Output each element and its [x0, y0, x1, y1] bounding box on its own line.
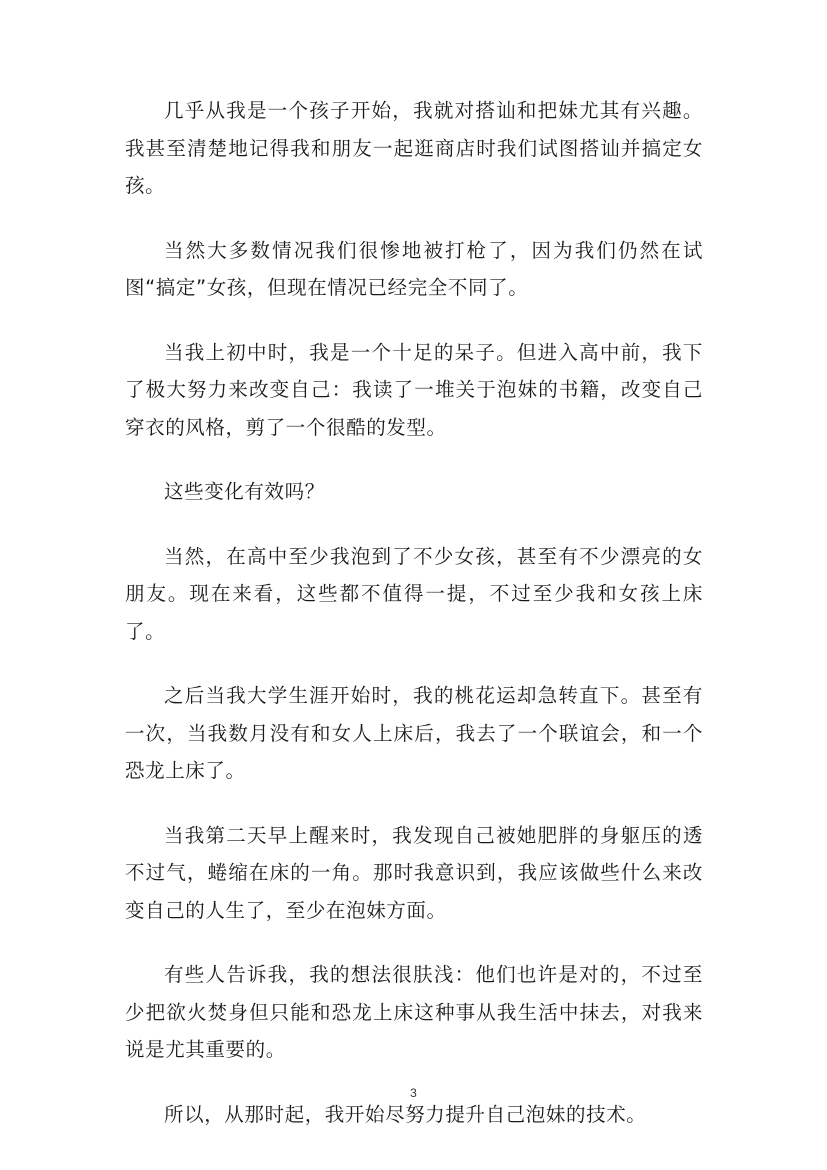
paragraph-5: 当然，在高中至少我泡到了不少女孩，甚至有不少漂亮的女朋友。现在来看，这些都不值得一提，不过至少我和女孩上床了。	[125, 544, 703, 643]
paragraph-9: 所以，从那时起，我开始尽努力提升自己泡妹的技术。	[164, 1102, 647, 1126]
paragraph-3: 当我上初中时，我是一个十足的呆子。但进入高中前，我下了极大努力来改变自己：我读了一堆关于泡妹的书籍，改变自己穿衣的风格，剪了一个很酷的发型。	[125, 340, 703, 439]
paragraph-6: 之后当我大学生涯开始时，我的桃花运却急转直下。甚至有一次，当我数月没有和女人上床后，我去了一个联谊会，和一个恐龙上床了。	[125, 684, 703, 782]
paragraph-8: 有些人告诉我，我的想法很肤浅：他们也许是对的，不过至少把欲火焚身但只能和恐龙上床这种事从我生活中抹去，对我来说是尤其重要的。	[125, 963, 703, 1061]
paragraph-1: 几乎从我是一个孩子开始，我就对搭讪和把妹尤其有兴趣。我甚至清楚地记得我和朋友一起逛商店时我们试图搭讪并搞定女孩。	[125, 99, 703, 197]
document-body	[125, 92, 703, 1160]
page-number: 3	[410, 1086, 417, 1100]
paragraph-7: 当我第二天早上醒来时，我发现自己被她肥胖的身躯压的透不过气，蜷缩在床的一角。那时我意识到，我应该做些什么来改变自己的人生了，至少在泡妹方面。	[125, 823, 703, 922]
paragraph-2: 当然大多数情况我们很惨地被打枪了，因为我们仍然在试图“搞定”女孩，但现在情况已经完全不同了。	[125, 238, 703, 299]
paragraph-4: 这些变化有效吗？	[164, 480, 325, 503]
